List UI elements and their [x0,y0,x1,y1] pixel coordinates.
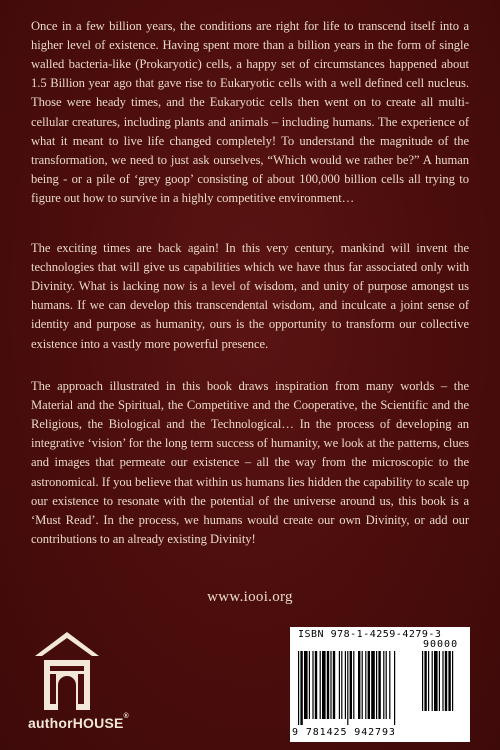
barcode-bar [347,651,348,725]
barcode-bar [341,651,342,719]
barcode-bar [376,651,377,719]
barcode-bar [304,651,308,719]
barcode-bar [383,651,384,719]
barcode-bar [368,651,370,719]
barcode-bar [345,651,346,719]
barcode-bar [389,651,390,719]
barcode-bar [315,651,317,719]
addon-bar [422,651,423,711]
addon-bar [448,651,450,711]
barcode-bar [298,651,299,725]
barcode-bar [339,651,340,719]
barcode-bar [312,651,313,719]
addon-bar [434,651,438,711]
addon-bar [428,651,429,711]
addon-bar [445,651,447,711]
barcode-bar [378,651,380,719]
barcode-bar [320,651,321,719]
publisher-logo-icon [30,630,104,715]
barcode-bar [309,651,310,719]
isbn-barcode [290,627,470,742]
addon-bar [439,651,440,711]
addon-bar [452,651,453,711]
blurb-paragraph-1: Once in a few billion years, the conditions are right for life to transcend itself into a higher level of existence. Having spent more than a billion years in the form of single walled bacteria-like (Prokaryotic) cells, a happy set of circumstances happened about 1.5 Billion year ago that gave rise to Eukaryotic cells with a well defined cell nucleus. Those were heady times, and the Eukaryotic cells then went on to create all multi-cellular creatures, including plants and animals – including humans. The experience of what it meant to live life changed completely! To understand the magnitude of the transformation, we need to just ask ourselves, “Which would we rather be?” A human being - or a pile of ‘grey goop’ consisting of about 100,000 billion cells all trying to figure out how to survive in a highly competitive environment… [31,18,469,206]
barcode-bar [327,651,329,719]
barcode-bar [350,651,352,719]
barcode-bar [394,651,395,725]
blurb-paragraph-2: The exciting times are back again! In this very century, mankind will invent the technologies that will give us capabilities which we have thus far associated only with Divinity. What is lacking now is a level of wisdom, and unity of purpose amongst us humans. If we can develop this transcendental wisdom, and inculcate a joint sense of identity and purpose as humanity, ours is the opportunity to transform our collective existence into a vastly more powerful presence. [31,240,469,351]
barcode-bar [358,651,360,719]
registered-mark: ® [123,713,129,720]
publisher-name [28,715,129,731]
barcode-bar [300,651,302,725]
barcode-bar [362,651,363,719]
barcode-bar [371,651,375,719]
website-link[interactable]: www.iooi.org [207,589,293,605]
addon-bar [432,651,433,711]
addon-bar [442,651,443,711]
barcode-bar [386,651,387,719]
barcode-bar [330,651,331,719]
blurb-paragraph-3: The approach illustrated in this book draws inspiration from many worlds – the Material and the Spiritual, the Competitive and the Cooperative, the Scientific and the Religious, the Biological and the Technological… In the process of developing an integrative ‘vision’ for the long term success of humanity, we look at the patterns, clues and images that permeate our existence – all the way from the microscopic to the astronomical. If you believe that within us humans lies hidden the capability to scale up our existence to resonate with the potential of the universe around us, this book is a ‘Must Read’. In the process, we humans would create our own Divinity, or add our contributions to an already existing Divinity! [31,378,469,547]
publisher-wordmark: authorHOUSE [28,715,124,731]
ean-digits: 9 781425 942793 [292,727,396,738]
barcode-bars [296,651,464,727]
barcode-bar [322,651,326,719]
price-code: 90000 [423,639,459,650]
barcode-bar [353,651,354,719]
barcode-bar [365,651,366,719]
barcode-bar [333,651,335,719]
isbn-label: ISBN 978-1-4259-4279-3 [298,629,442,640]
addon-bar [424,651,426,711]
